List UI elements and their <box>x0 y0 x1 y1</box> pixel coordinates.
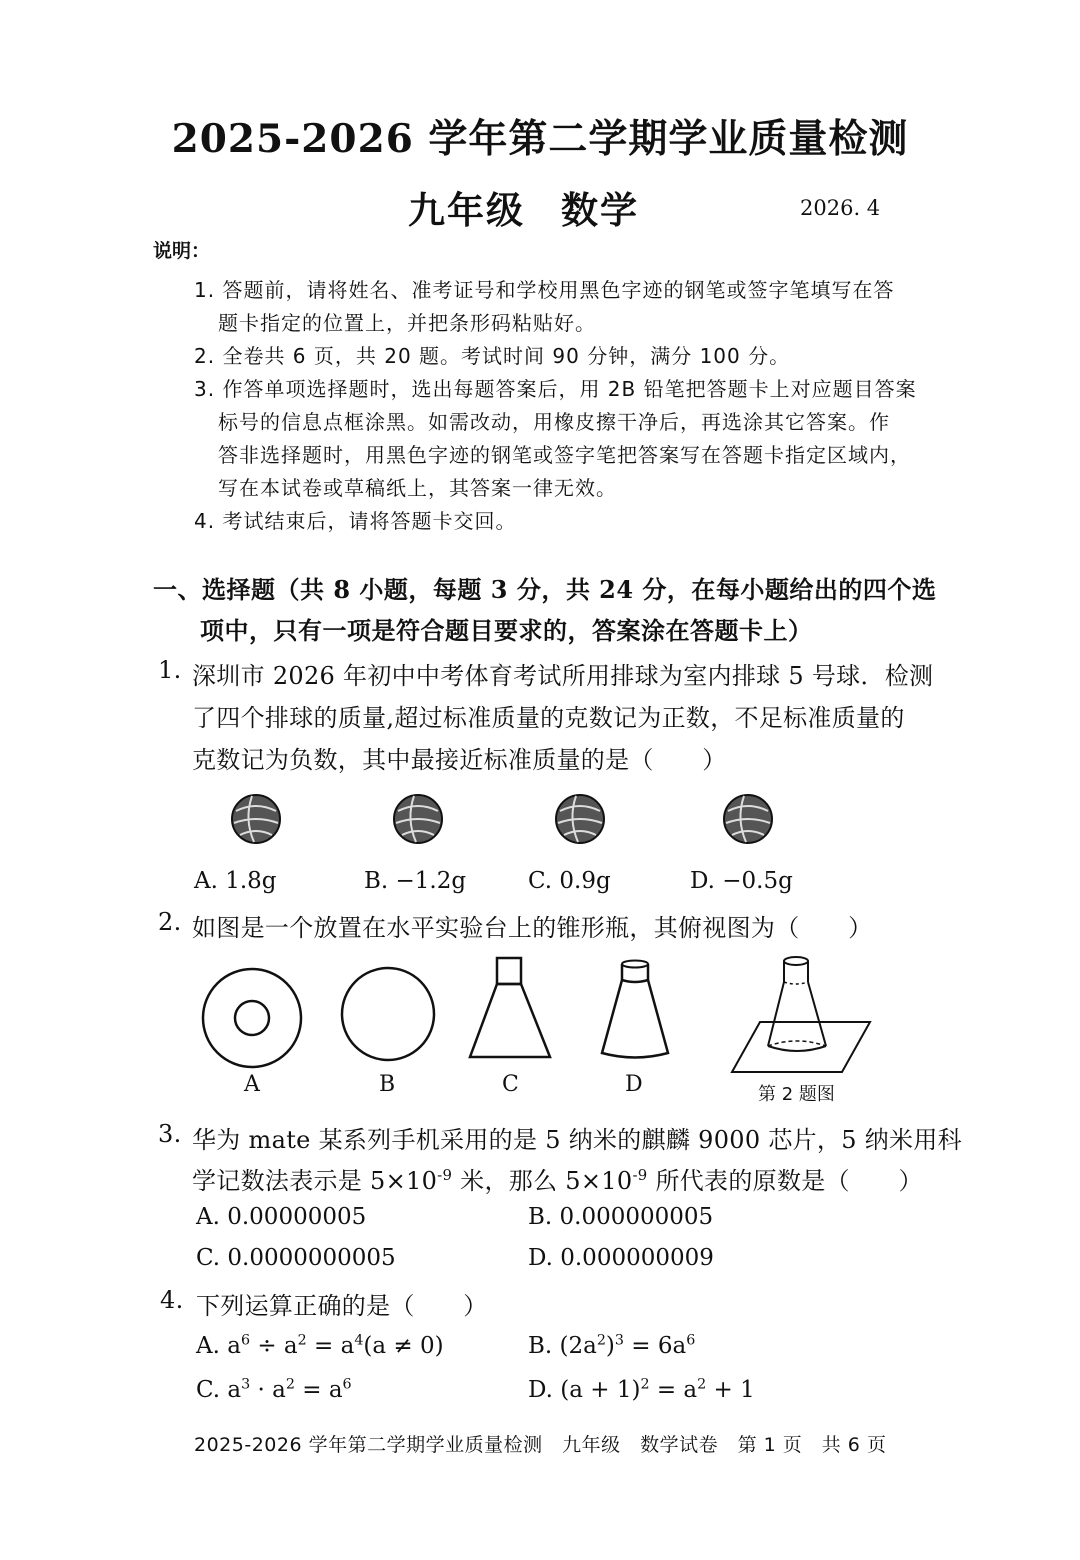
text-segment: A. a <box>196 1333 241 1359</box>
option-c[interactable]: C. 0.9g <box>528 868 611 894</box>
flask-on-table-figure <box>730 952 875 1076</box>
option-d[interactable] <box>528 1377 755 1403</box>
question-text: 华为 mate 某系列手机采用的是 5 纳米的麒麟 9000 芯片，5 纳米用科 <box>192 1126 962 1154</box>
option-a[interactable]: A. 1.8g <box>194 868 277 894</box>
option-d[interactable]: D. 0.000000009 <box>528 1245 714 1271</box>
text-segment: = a <box>306 1333 355 1359</box>
text-segment: 学记数法表示是 5×10 <box>192 1167 438 1195</box>
text-segment: = a <box>294 1377 343 1403</box>
exponent: 6 <box>240 1332 251 1349</box>
flask-front-view-figure <box>468 956 552 1060</box>
instruction-line: 标号的信息点框涂黑。如需改动，用橡皮擦干净后，再选涂其它答案。作 <box>218 410 890 434</box>
question-text: 克数记为负数，其中最接近标准质量的是（ ） <box>192 746 727 774</box>
question-text: 如图是一个放置在水平实验台上的锥形瓶，其俯视图为（ ） <box>192 914 873 942</box>
exponent: 2 <box>640 1376 650 1393</box>
instructions-heading: 说明： <box>153 240 211 262</box>
question-text-sci <box>192 1161 923 1196</box>
text-segment: 所代表的原数是（ ） <box>647 1167 923 1195</box>
text-segment: (a ≠ 0) <box>363 1333 444 1359</box>
exam-subtitle <box>408 180 639 234</box>
exponent: -9 <box>632 1166 648 1184</box>
figure-label-a[interactable]: A <box>244 1072 260 1097</box>
figure-caption: 第 2 题图 <box>758 1084 835 1105</box>
exponent: 3 <box>241 1376 251 1393</box>
question-number: 3. <box>158 1120 182 1148</box>
option-b[interactable] <box>528 1333 695 1359</box>
question-text: 深圳市 2026 年初中中考体育考试所用排球为室内排球 5 号球．检测 <box>192 662 934 690</box>
volleyball-icon <box>230 793 282 845</box>
question-number: 4. <box>160 1286 184 1314</box>
volleyball-icon <box>392 793 444 845</box>
page-footer: 2025-2026 学年第二学期学业质量检测 九年级 数学试卷 第 1 页 共 6 页 <box>194 1434 887 1456</box>
exponent: 2 <box>285 1376 295 1393</box>
instruction-line: 答非选择题时，用黑色字迹的钢笔或签字笔把答案写在答题卡指定区域内， <box>218 443 911 467</box>
figure-label-b[interactable]: B <box>379 1072 396 1097</box>
instruction-line: 4. 考试结束后，请将答题卡交回。 <box>194 509 517 533</box>
figure-label-c[interactable]: C <box>502 1072 519 1097</box>
exponent: 6 <box>686 1332 696 1349</box>
option-b[interactable]: B. −1.2g <box>364 868 467 894</box>
text-segment: ÷ a <box>250 1333 298 1359</box>
ring-top-view-figure <box>200 966 304 1070</box>
text-segment: 米，那么 5×10 <box>452 1167 633 1195</box>
text-segment: C. a <box>196 1377 242 1403</box>
exponent: 4 <box>354 1332 364 1349</box>
text-segment: + 1 <box>706 1377 755 1403</box>
text-segment: D. (a + 1) <box>528 1377 641 1403</box>
instruction-line: 题卡指定的位置上，并把条形码粘贴好。 <box>218 311 596 335</box>
volleyball-icon <box>554 793 606 845</box>
volleyball-icon <box>722 793 774 845</box>
circle-top-view-figure <box>340 966 436 1062</box>
instruction-line: 写在本试卷或草稿纸上，其答案一律无效。 <box>218 476 617 500</box>
text-segment: = 6a <box>623 1333 687 1359</box>
exponent: 2 <box>596 1332 606 1349</box>
exam-date: 2026. 4 <box>800 196 881 220</box>
question-number: 2. <box>158 908 182 936</box>
option-d[interactable]: D. −0.5g <box>690 868 793 894</box>
question-text: 了四个排球的质量,超过标准质量的克数记为正数，不足标准质量的 <box>192 704 905 732</box>
section-heading: 一、选择题（共 8 小题，每题 3 分，共 24 分，在每小题给出的四个选 <box>153 575 937 604</box>
figure-label-d[interactable]: D <box>625 1072 643 1097</box>
flask-curved-view-figure <box>600 956 670 1062</box>
text-segment: = a <box>649 1377 698 1403</box>
option-c[interactable]: C. 0.0000000005 <box>196 1245 396 1271</box>
exponent: -9 <box>437 1166 453 1184</box>
instruction-line: 1. 答题前，请将姓名、准考证号和学校用黑色字迹的钢笔或签字笔填写在答 <box>194 278 895 302</box>
instruction-line: 2. 全卷共 6 页，共 20 题。考试时间 90 分钟，满分 100 分。 <box>194 344 791 368</box>
option-a[interactable]: A. 0.00000005 <box>196 1204 367 1230</box>
exponent: 2 <box>697 1376 707 1393</box>
exponent: 2 <box>297 1332 307 1349</box>
grade-label: 九年级 <box>408 188 525 232</box>
instruction-line: 3. 作答单项选择题时，选出每题答案后，用 2B 铅笔把答题卡上对应题目答案 <box>194 377 917 401</box>
question-text: 下列运算正确的是（ ） <box>196 1292 488 1320</box>
exponent: 6 <box>342 1376 352 1393</box>
option-b[interactable]: B. 0.000000005 <box>528 1204 714 1230</box>
text-segment: · a <box>250 1377 286 1403</box>
section-heading-cont: 项中，只有一项是符合题目要求的，答案涂在答题卡上） <box>200 616 813 645</box>
question-number: 1. <box>158 656 182 684</box>
subject-label: 数学 <box>561 188 639 232</box>
exam-title: 2025-2026 学年第二学期学业质量检测 <box>171 116 909 162</box>
exponent: 3 <box>614 1332 624 1349</box>
option-c[interactable] <box>196 1377 352 1403</box>
text-segment: ) <box>605 1333 615 1359</box>
text-segment: B. (2a <box>528 1333 597 1359</box>
option-a[interactable] <box>196 1333 444 1359</box>
